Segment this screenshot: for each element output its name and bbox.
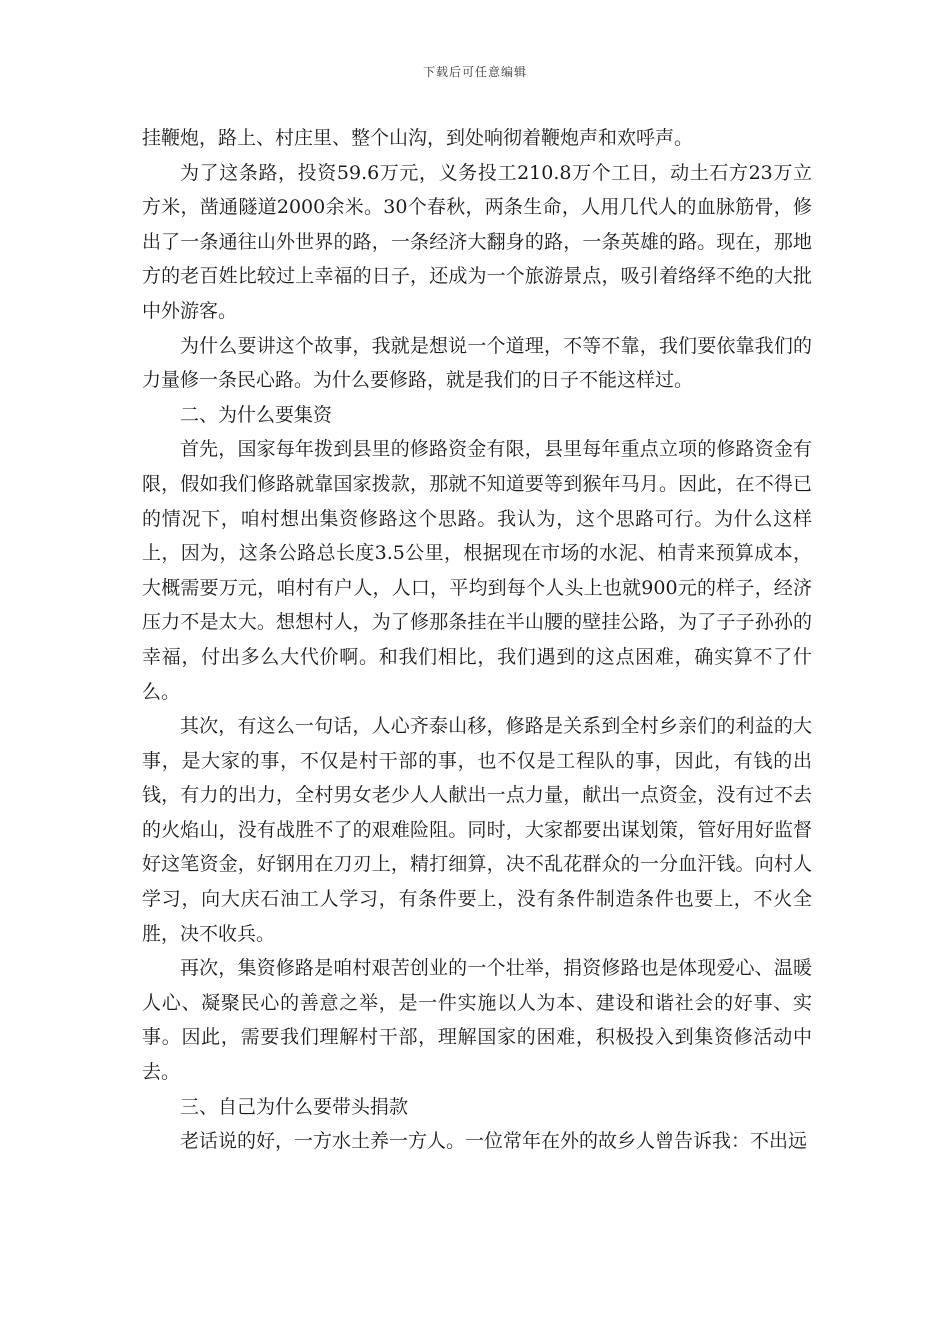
section-heading-why-fundraise: 二、为什么要集资: [180, 403, 333, 426]
paragraph-story-purpose: 为什么要讲这个故事，我就是想说一个道理，不等不靠，我们要依靠我们的力量修一条民心路。为什么要修路，就是我们的日子不能这样过。: [142, 334, 812, 392]
page-header: 下载后可任意编辑: [422, 65, 527, 79]
paragraph-continued: 挂鞭炮，路上、村庄里、整个山沟，到处响彻着鞭炮声和欢呼声。: [142, 127, 694, 149]
paragraph-first-reason: 首先，国家每年拨到县里的修路资金有限，县里每年重点立项的修路资金有限，假如我们修路就靠国家拨款，那就不知道要等到猴年马月。因此，在不得已的情况下，咱村想出集资修路这个思路。我认为，这个思路可行。为什么这样上，因为，这条公路总长度3.5公里，根据现在市场的水泥、柏青来预算成本，大概需要万元，咱村有户人，人口，平均到每个人头上也就900元的样子，经济压力不是太大。想想村人，为了修那条挂在半山腰的壁挂公路，为了子子孙孙的幸福，付出多么大代价啊。和我们相比，我们遇到的这点困难，确实算不了什么。: [142, 438, 812, 703]
paragraph-third-reason: 再次，集资修路是咱村艰苦创业的一个壮举，捐资修路也是体现爱心、温暖人心、凝聚民心的善意之举，是一件实施以人为本、建设和谐社会的好事、实事。因此，需要我们理解村干部，理解国家的困难，积极投入到集资修活动中去。: [142, 957, 812, 1084]
section-heading-lead-donation: 三、自己为什么要带头捐款: [180, 1095, 409, 1118]
paragraph-road-investment: 为了这条路，投资59.6万元，义务投工210.8万个工日，动土石方23万立方米，凿通隧道2000余米。30个春秋，两条生命，人用几代人的血脉筋骨，修出了一条通往山外世界的路，一条经济大翻身的路，一条英雄的路。现在，那地方的老百姓比较过上幸福的日子，还成为一个旅游景点，吸引着络绎不绝的大批中外游客。: [142, 161, 812, 322]
paragraph-old-saying: 老话说的好，一方水土养一方人。一位常年在外的故乡人曾告诉我：不出远: [180, 1130, 808, 1153]
document-body: [142, 121, 812, 1159]
paragraph-second-reason: 其次，有这么一句话，人心齐泰山移，修路是关系到全村乡亲们的利益的大事，是大家的事，不仅是村干部的事，也不仅是工程队的事，因此，有钱的出钱，有力的出力，全村男女老少人人献出一点力量，献出一点资金，没有过不去的火焰山，没有战胜不了的艰难险阻。同时，大家都要出谋划策，管好用好监督好这笔资金，好钢用在刀刃上，精打细算，决不乱花群众的一分血汗钱。向村人学习，向大庆石油工人学习，有条件要上，没有条件制造条件也要上，不火全胜，决不收兵。: [142, 715, 812, 945]
